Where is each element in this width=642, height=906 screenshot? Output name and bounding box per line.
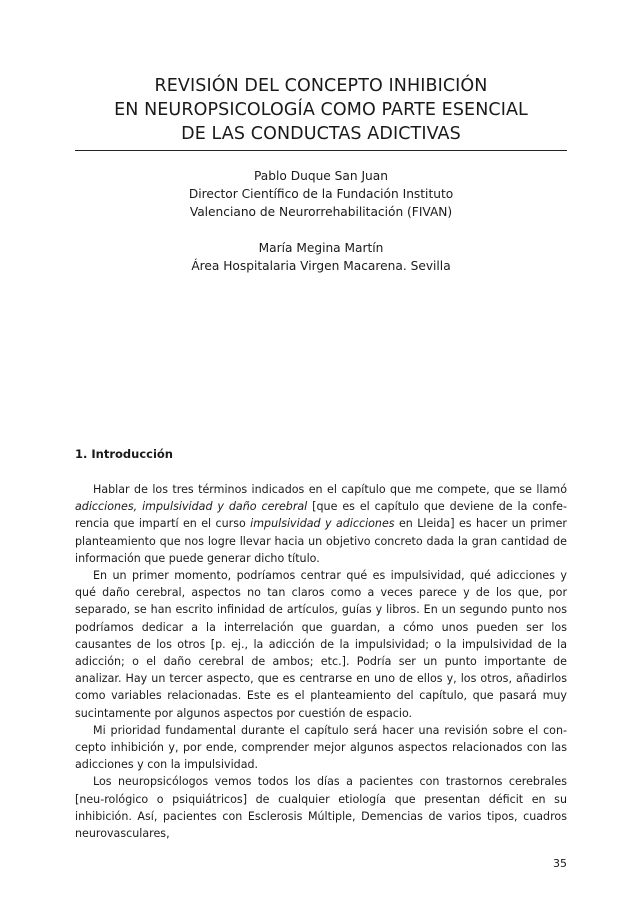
author-block (75, 167, 567, 275)
chapter-title-line: REVISIÓN DEL CONCEPTO INHIBICIÓN (154, 76, 488, 96)
author-affiliation: Área Hospitalaria Virgen Macarena. Sevilla (191, 259, 451, 273)
paragraph: Los neuropsicólogos vemos todos los días a pacientes con trastornos cerebrales [neu-rológico o psiquiátricos] de cualquier etiología que presentan déficit en su inhibición. Así, pacientes con Esclerosis Múltiple, Demencias de varios tipos, cuadros neurovasculares, (75, 775, 567, 841)
author-affiliation: Director Científico de la Fundación Instituto (188, 187, 454, 201)
paragraph (75, 481, 567, 567)
author-affiliation: Valenciano de Neurorrehabilitación (FIVAN) (189, 205, 453, 219)
title-divider (75, 150, 567, 151)
author-spacer (75, 221, 567, 239)
paragraph-text: Hablar de los tres términos indicados en el capítulo que me compete, que se llamó (93, 483, 567, 496)
paragraph-text: en Lleida] es hacer un primer planteamiento que nos logre llevar hacia un objetivo concreto dada la gran cantidad de información que puede generar dicho título. (75, 517, 567, 565)
paragraph-text: [que es el capítulo que deviene de la confe-rencia que impartí en el curso (75, 500, 567, 531)
chapter-title-line: DE LAS CONDUCTAS ADICTIVAS (181, 124, 461, 144)
paragraph: Mi prioridad fundamental durante el capítulo será hacer una revisión sobre el con-cepto inhibición y, por ende, comprender mejor algunos aspectos relacionados con las adicciones y con la impulsividad. (75, 723, 567, 772)
paragraph: En un primer momento, podríamos centrar qué es impulsividad, qué adicciones y qué daño cerebral, aspectos no tan claros como a veces parece y de los que, por separado, se han escrito infinidad de artículos, guías y libros. En un segundo punto nos podríamos dedicar a la interrelación que guardan, a cómo unos pueden ser los causantes de los otros [p. ej., la adicción de la impulsividad; o la impulsividad de la adicción; o el daño cerebral de ambos; etc.]. Podría ser un punto importante de analizar. Hay un tercer aspecto, que es centrarse en uno de ellos y, los otros, añadirlos como variables relacionadas. Este es el planteamiento del capítulo, que pasará muy sucintamente por algunos aspectos por cuestión de espacio. (75, 569, 567, 720)
chapter-title-line: EN NEUROPSICOLOGÍA COMO PARTE ESENCIAL (114, 100, 528, 120)
section-heading: 1. Introducción (75, 447, 173, 461)
author-name: María Megina Martín (258, 241, 384, 255)
author-name: Pablo Duque San Juan (254, 169, 388, 183)
emphasis-text: adicciones, impulsividad y daño cerebral (75, 500, 308, 514)
page-number: 35 (553, 857, 567, 870)
emphasis-text: impulsividad y adicciones (250, 517, 395, 531)
chapter-title (75, 74, 567, 146)
body-text (75, 481, 567, 842)
